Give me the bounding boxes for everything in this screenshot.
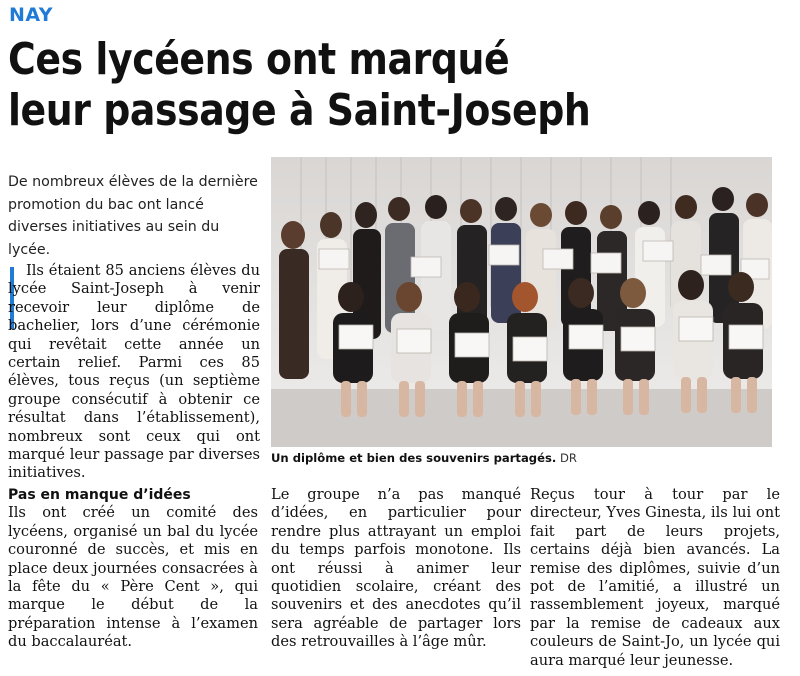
headline-line-1: Ces lycéens ont marqué [8,34,510,85]
photo-credit: DR [559,451,577,465]
article-photo [271,157,772,447]
group-photo-illustration [271,157,772,447]
headline-line-2: leur passage à Saint-Joseph [8,85,591,136]
column-2-text: Le groupe n’a pas manqué d’idées, en particulier pour rendre plus attrayant un emploi du temps parfois monotone. Ils ont réussi à animer leur quotidien scolaire, créant des souvenirs et des anecdotes qu’il sera agréable de partager lors des retrouvailles à l’âge mûr. [271,486,521,651]
article-chapo: De nombreux élèves de la dernière promotion du bac ont lancé diverses initiatives au sein du lycée. [8,174,258,258]
column-1-text: Ils ont créé un comité des lycéens, organisé un bal du lycée couronné de succès, et mis en place deux journées consacrées à la fête du « Père Cent », qui marque le début de la préparation intense à l’examen du baccalauréat. [8,504,258,651]
article-column-3 [530,486,780,670]
article-lead [8,262,260,483]
caption-text: Un diplôme et bien des souvenirs partagés. [271,451,557,465]
article-headline [8,34,679,136]
lead-paragraph: Ils étaient 85 anciens élèves du lycée Saint-Joseph à venir recevoir leur diplôme de bachelier, lors d’une cérémonie qui revêtait cette année un certain relief. Parmi ces 85 élèves, tous reçus (un septième groupe consécutif à obtenir ce résultat dans l’établissement), nombreux sont ceux qui ont marqué leur passage par diverses initiatives. [8,262,260,482]
article-column-2 [271,486,521,652]
article-column-1 [8,486,258,652]
column-3-text: Reçus tour à tour par le directeur, Yves Ginesta, ils lui ont fait part de leurs projets, certains déjà bien avancés. La remise des diplômes, suivie d’un pot de l’amitié, a illustré un rassemblement joyeux, marqué par la remise de cadeaux aux couleurs de Saint-Jo, un lycée qui aura marqué leur jeunesse. [530,486,780,669]
photo-caption [271,451,577,465]
section-subhead: Pas en manque d’idées [8,487,191,503]
section-kicker: NAY [9,4,54,26]
